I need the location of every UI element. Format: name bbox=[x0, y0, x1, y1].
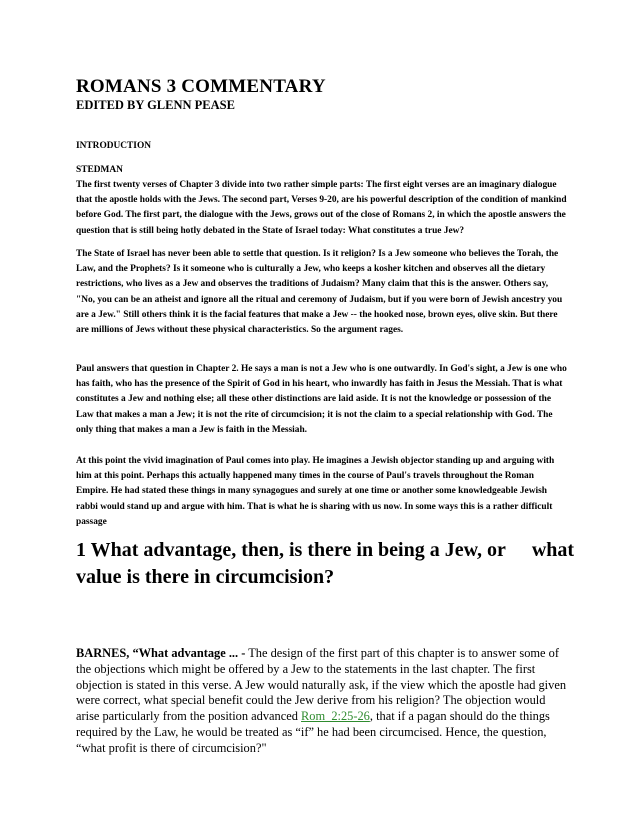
paragraph-1: The first twenty verses of Chapter 3 divide into two rather simple parts: The first eight verses are an imaginary dialogue that the apostle holds with the Jews. The second part, Verses 9-20, are his powerful description of the condition of mankind before God. The first part, the dialogue with the Jews, grows out of the close of Romans 2, in which the apostle answers the question that is still being hotly debated in the State of Israel today: What constitutes a true Jew? bbox=[76, 180, 567, 236]
barnes-lead: BARNES, “What advantage ... - bbox=[76, 646, 246, 660]
barnes-text-before: The design of the first part of this chapter is to answer some of the objections which might be offered by a Jew to the statements in the last chapter. The first objection is stated in this verse. A Jew would naturally ask, if the view which the apostle had given were correct, what special benefit could the Jew derive from his religion? The objection would arise particularly from the position advanced bbox=[76, 646, 567, 724]
paragraph-4: At this point the vivid imagination of Paul comes into play. He imagines a Jewish objector standing up and arguing with him at this point. Perhaps this actually happened many times in the course of Paul's travels throughout the Roman Empire. He had stated these things in many synagogues and surely at one time or another some knowledgeable Jewish rabbi would stand up and argue with him. That is what he is sharing with us now. In some ways this is a rather difficult passage bbox=[76, 456, 555, 527]
document-title: ROMANS 3 COMMENTARY bbox=[76, 76, 326, 97]
paragraph-3: Paul answers that question in Chapter 2. He says a man is not a Jew who is one outwardly. In God's sight, a Jew is one who has faith, who has the presence of the Spirit of God in his heart, who inwardly has faith in Jesus the Messiah. That is what constitutes a Jew and nothing else; all these other distinctions are laid aside. It is not the knowledge or possession of the Law that makes a man a Jew; it is not the rite of circumcision; it is not the claim to a special relationship with God. The only thing that makes a man a Jew is faith in the Messiah. bbox=[76, 364, 567, 435]
verse-heading bbox=[76, 537, 576, 591]
editor-line: EDITED BY GLENN PEASE bbox=[76, 98, 235, 112]
paragraph-2: The State of Israel has never been able to settle that question. Is it religion? Is a Jew someone who believes the Torah, the Law, and the Prophets? Is it someone who is culturally a Jew, who keeps a kosher kitchen and observes all the dietary restrictions, who lives as a Jew and observes the traditions of Judaism? Many claim that this is the answer. Others say, "No, you can be an atheist and ignore all the ritual and ceremony of Judaism, but if you were born of Jewish ancestry you are a Jew." Still others think it is the facial features that make a Jew -- the hooked nose, brown eyes, olive skin. But there are millions of Jews without these physical characteristics. So the argument rages. bbox=[76, 249, 563, 336]
barnes-text-after: , that if a pagan should do the things required by the Law, he would be treated as “if” he had been circumcised. Hence, the question, “what profit is there of circumcision?" bbox=[76, 709, 550, 755]
verse-part-2: what value is there in circumcision? bbox=[76, 539, 575, 588]
stedman-heading: STEDMAN bbox=[76, 165, 123, 175]
barnes-commentary bbox=[76, 646, 570, 757]
intro-heading: INTRODUCTION bbox=[76, 141, 152, 151]
scripture-reference-link[interactable]: Rom_2:25-26 bbox=[301, 709, 370, 724]
verse-part-1: 1 What advantage, then, is there in being a Jew, or bbox=[76, 539, 506, 561]
